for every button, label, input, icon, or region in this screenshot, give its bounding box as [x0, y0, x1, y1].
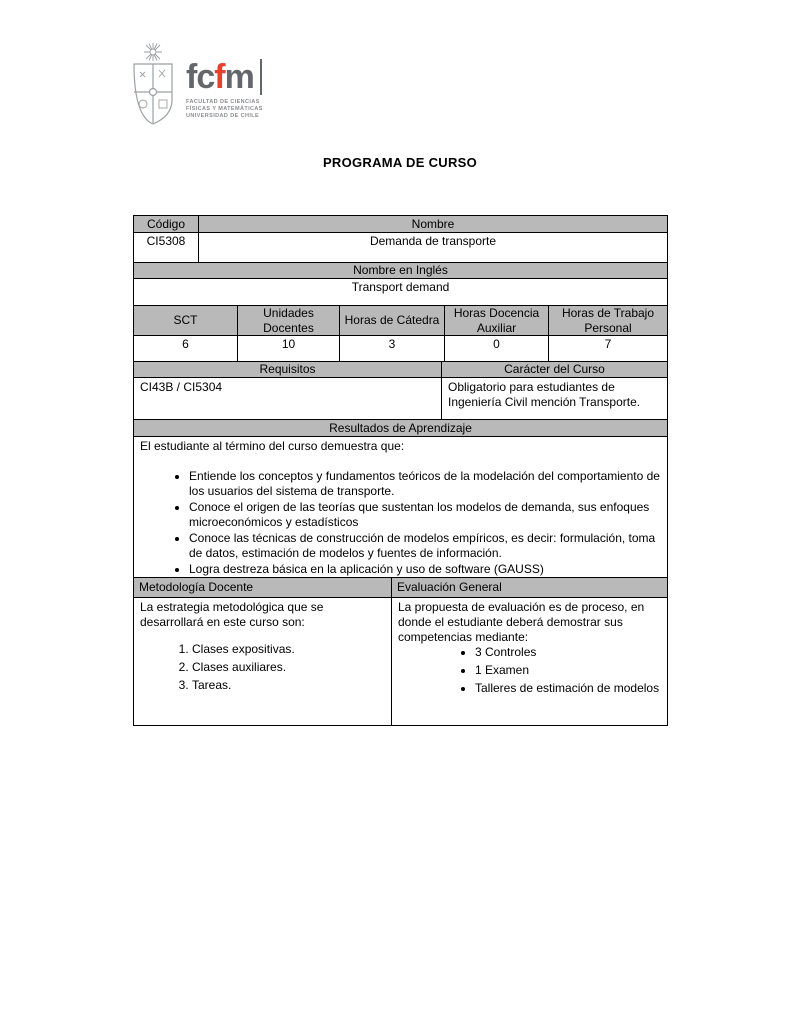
- horas-catedra-header-cell: Horas de Cátedra: [340, 306, 445, 336]
- sct-value-cell: 6: [134, 336, 238, 362]
- codigo-header-cell: Código: [134, 216, 199, 233]
- metodologia-evaluacion-header-row: [134, 578, 668, 598]
- metodologia-item: 3. Tareas.: [192, 678, 385, 693]
- metodologia-item: 2. Clases auxiliares.: [192, 660, 385, 675]
- codigo-nombre-header-row: [134, 216, 668, 233]
- evaluacion-bullet: • 1 Examen: [475, 663, 661, 678]
- requisitos-header-cell: Requisitos: [134, 362, 442, 378]
- resultados-content-row: [134, 437, 668, 578]
- horas-trabajo-personal-value-cell: 7: [549, 336, 668, 362]
- logo-caption: [186, 99, 263, 120]
- resultados-bullet: • Conoce las técnicas de construcción de modelos empíricos, es decir: formulación, toma de datos, estimación de modelos y fuentes de información.: [189, 531, 661, 561]
- requisitos-caracter-value-row: [134, 378, 668, 420]
- resultados-header-cell: Resultados de Aprendizaje: [134, 420, 668, 437]
- caracter-header-cell: Carácter del Curso: [442, 362, 668, 378]
- metodologia-header-cell: Metodología Docente: [134, 578, 392, 598]
- requisitos-caracter-header-row: [134, 362, 668, 378]
- unidades-docentes-header-cell: Unidades Docentes: [238, 306, 340, 336]
- fcfm-logo: [129, 42, 263, 128]
- requisitos-value-cell: CI43B / CI5304: [134, 378, 442, 420]
- resultados-content-cell: [134, 437, 668, 578]
- horas-docencia-auxiliar-header-cell: Horas Docencia Auxiliar: [445, 306, 549, 336]
- nombre-value-cell: Demanda de transporte: [199, 233, 668, 263]
- page-title: PROGRAMA DE CURSO: [322, 155, 478, 170]
- resultados-bullet: • Conoce el origen de las teorías que sustentan los modelos de demanda, sus enfoques microeconómicos y estadísticos: [189, 500, 661, 530]
- resultados-header-row: [134, 420, 668, 437]
- evaluacion-content-cell: [392, 598, 668, 726]
- resultados-intro: El estudiante al término del curso demuestra que:: [140, 439, 405, 453]
- nombre-header-cell: Nombre: [199, 216, 668, 233]
- logotype-gray-m: m: [224, 58, 254, 96]
- nombre-ingles-value-row: [134, 279, 668, 306]
- logo-caption-line: FÍSICAS Y MATEMÁTICAS: [186, 106, 263, 112]
- evaluacion-intro: La propuesta de evaluación es de proceso, en donde el estudiante deberá demostrar sus competencias mediante:: [398, 600, 645, 644]
- resultados-bullet-list: [140, 469, 661, 577]
- fcfm-logotype: [186, 59, 263, 95]
- evaluacion-bullet-list: [398, 645, 661, 696]
- metodologia-intro: La estrategia metodológica que se desarrollará en este curso son:: [140, 600, 324, 629]
- logotype-red-f: f: [214, 58, 225, 96]
- university-crest-icon: [129, 42, 179, 128]
- logo-caption-line: UNIVERSIDAD DE CHILE: [186, 113, 260, 119]
- nombre-ingles-header-row: [134, 263, 668, 279]
- logotype-gray-fc: fc: [186, 58, 215, 96]
- credits-header-row: [134, 306, 668, 336]
- nombre-ingles-value-cell: Transport demand: [134, 279, 668, 306]
- horas-trabajo-personal-header-cell: Horas de Trabajo Personal: [549, 306, 668, 336]
- metodologia-content-cell: [134, 598, 392, 726]
- horas-catedra-value-cell: 3: [340, 336, 445, 362]
- logo-caption-line: FACULTAD DE CIENCIAS: [186, 99, 260, 105]
- resultados-bullet: • Logra destreza básica en la aplicación y uso de software (GAUSS): [189, 562, 661, 577]
- evaluacion-header-cell: Evaluación General: [392, 578, 668, 598]
- metodologia-evaluacion-content-row: [134, 598, 668, 726]
- logo-separator-bar: [260, 59, 262, 95]
- codigo-nombre-value-row: [134, 233, 668, 263]
- course-program-table: [133, 215, 668, 726]
- resultados-bullet: • Entiende los conceptos y fundamentos teóricos de la modelación del comportamiento de los usuarios del sistema de transporte.: [189, 469, 661, 499]
- unidades-docentes-value-cell: 10: [238, 336, 340, 362]
- horas-docencia-auxiliar-value-cell: 0: [445, 336, 549, 362]
- metodologia-numbered-list: [140, 642, 385, 693]
- evaluacion-bullet: • Talleres de estimación de modelos: [475, 681, 661, 696]
- sct-header-cell: SCT: [134, 306, 238, 336]
- credits-value-row: [134, 336, 668, 362]
- logo-text-block: [186, 59, 263, 128]
- caracter-value-cell: Obligatorio para estudiantes de Ingeniería Civil mención Transporte.: [442, 378, 668, 420]
- nombre-ingles-header-cell: Nombre en Inglés: [134, 263, 668, 279]
- codigo-value-cell: CI5308: [134, 233, 199, 263]
- metodologia-item: 1. Clases expositivas.: [192, 642, 385, 657]
- evaluacion-bullet: • 3 Controles: [475, 645, 661, 660]
